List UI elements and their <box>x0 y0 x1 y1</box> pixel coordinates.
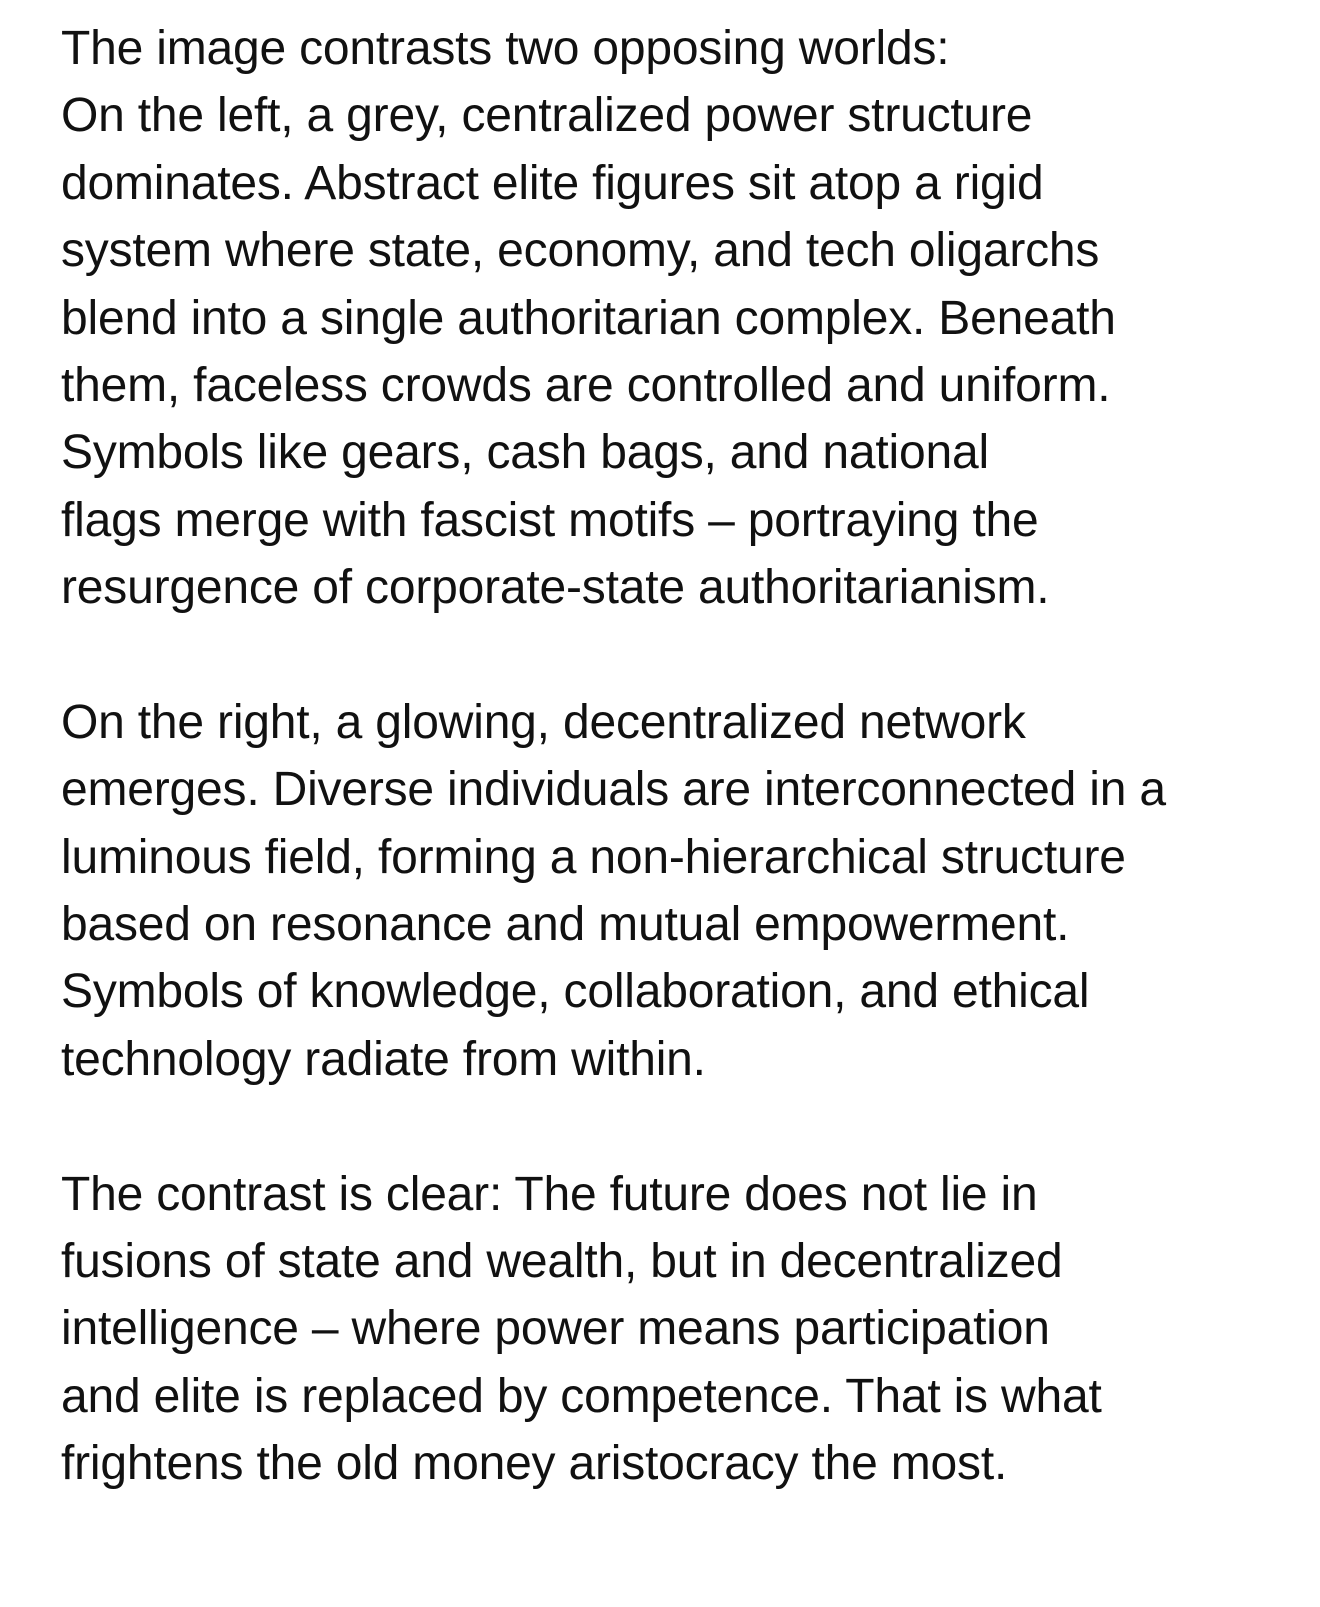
paragraph-worlds-intro <box>61 15 1301 622</box>
text-line: based on resonance and mutual empowerment. <box>61 898 1070 952</box>
text-line: frightens the old money aristocracy the most. <box>61 1437 1008 1491</box>
text-line: The image contrasts two opposing worlds: <box>61 22 950 75</box>
text-line: emerges. Diverse individuals are interconnected in a <box>61 763 1166 817</box>
paragraph-spacer <box>61 1093 1301 1160</box>
text-line: Symbols like gears, cash bags, and national <box>61 426 989 480</box>
text-line: On the right, a glowing, decentralized network <box>61 695 1026 749</box>
text-line: technology radiate from within. <box>61 1032 706 1086</box>
text-line: fusions of state and wealth, but in decentralized <box>61 1235 1063 1289</box>
text-line: them, faceless crowds are controlled and uniform. <box>61 358 1111 412</box>
paragraph-spacer <box>61 622 1301 689</box>
text-line: luminous field, forming a non-hierarchical structure <box>61 830 1126 884</box>
text-line: On the left, a grey, centralized power structure <box>61 89 1033 143</box>
text-line: resurgence of corporate-state authoritarianism. <box>61 561 1050 615</box>
text-line: blend into a single authoritarian complex. Beneath <box>61 291 1116 345</box>
text-line: flags merge with fascist motifs – portraying the <box>61 493 1039 547</box>
paragraph-conclusion <box>61 1161 1301 1498</box>
text-line: system where state, economy, and tech oligarchs <box>61 224 1100 278</box>
text-line: dominates. Abstract elite figures sit atop a rigid <box>61 156 1044 210</box>
text-line: intelligence – where power means participation <box>61 1302 1050 1356</box>
document-text <box>61 15 1301 1498</box>
paragraph-right-network <box>61 689 1301 1093</box>
text-line: Symbols of knowledge, collaboration, and ethical <box>61 965 1090 1019</box>
text-line: The contrast is clear: The future does not lie in <box>61 1167 1038 1221</box>
text-line: and elite is replaced by competence. That is what <box>61 1369 1102 1423</box>
